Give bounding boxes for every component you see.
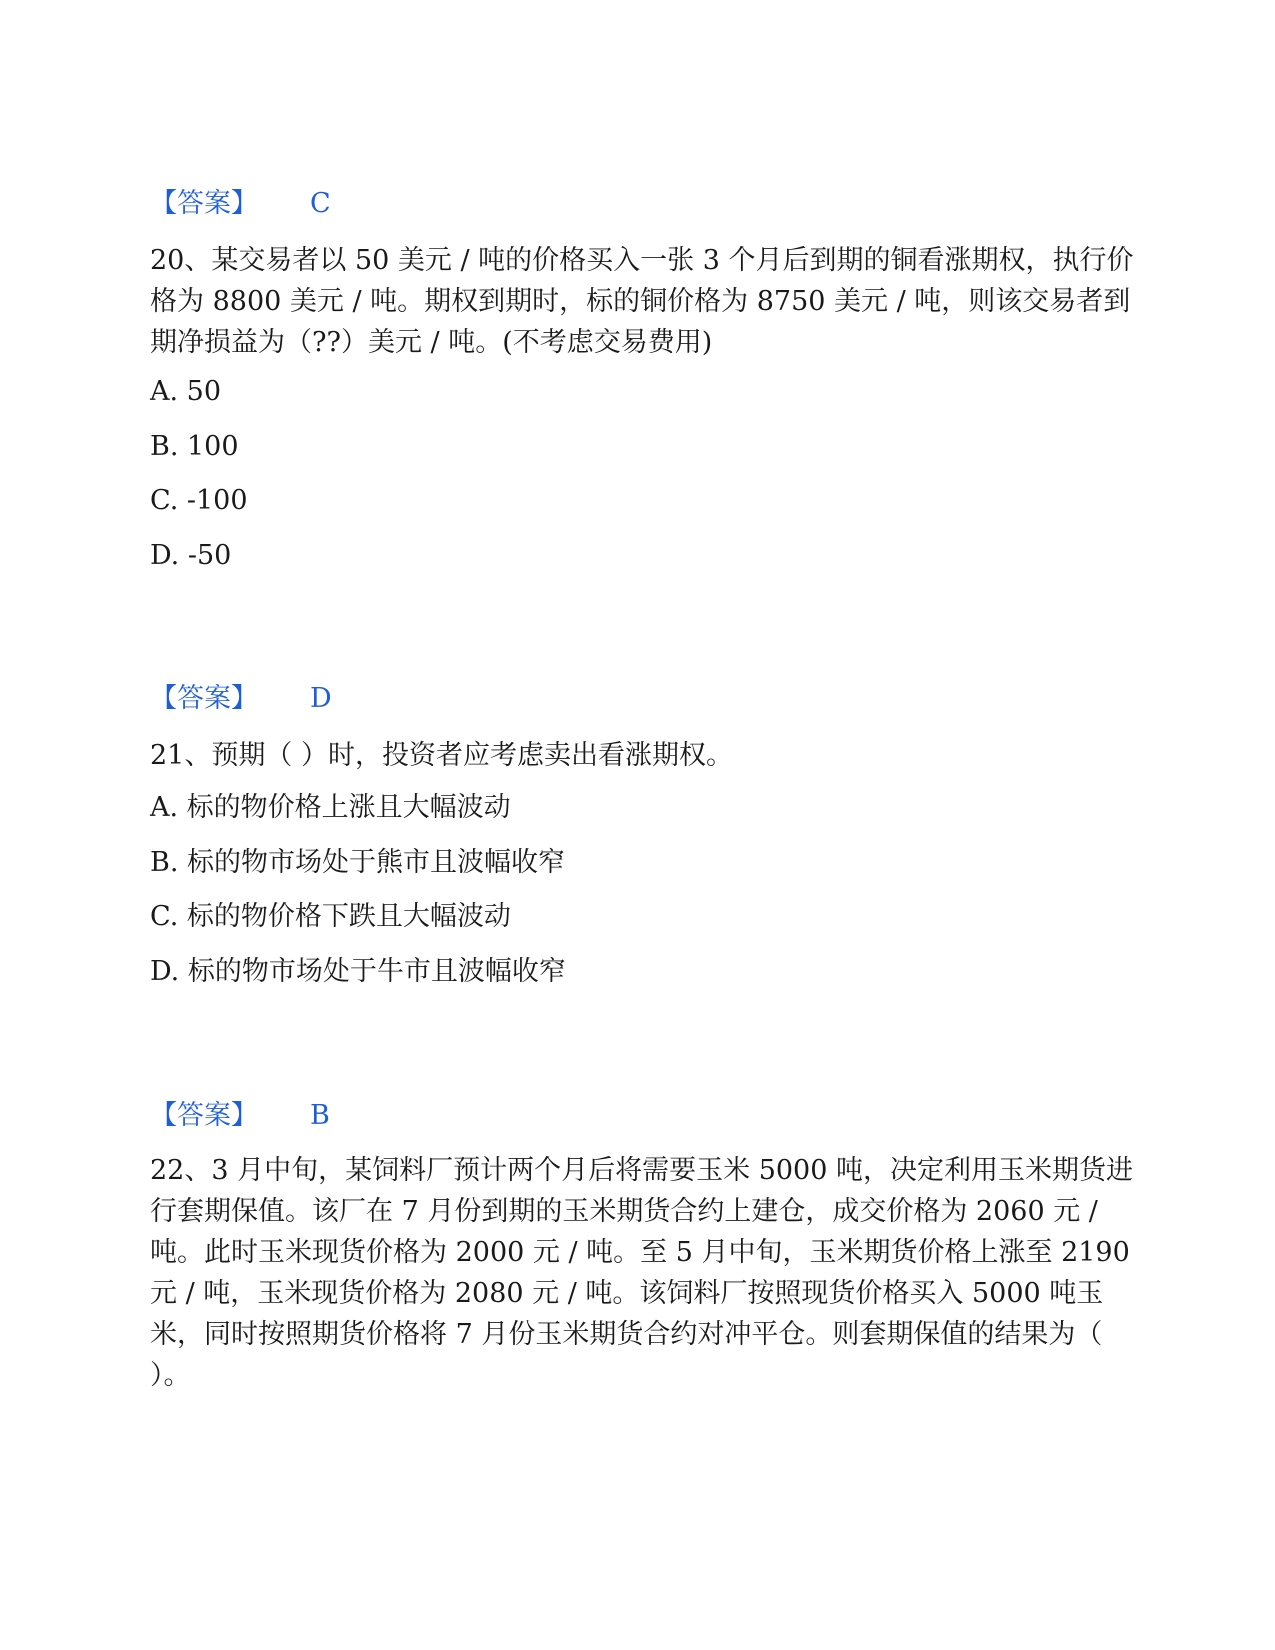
option-d: D. -50 — [150, 540, 232, 571]
option-c: C. 标的物价格下跌且大幅波动 — [150, 901, 511, 932]
answer-line — [150, 186, 331, 222]
option-c: C. -100 — [150, 485, 248, 516]
question-20-text: 20、某交易者以 50 美元 / 吨的价格买入一张 3 个月后到期的铜看涨期权，执行价格为 8800 美元 / 吨。期权到期时，标的铜价格为 8750 美元 / 吨，则该交易者到期净损益为（??）美元 / 吨。(不考虑交易费用) — [150, 245, 1134, 358]
option-a: A. 标的物价格上涨且大幅波动 — [150, 792, 511, 823]
option-a: A. 50 — [150, 376, 222, 407]
answer-line — [150, 1098, 330, 1134]
option-d: D. 标的物市场处于牛市且波幅收窄 — [150, 956, 566, 987]
answer-line — [150, 681, 332, 717]
answer-label: 【答案】 — [150, 188, 258, 219]
answer-value: D — [310, 683, 332, 714]
option-b: B. 100 — [150, 431, 239, 462]
answer-label: 【答案】 — [150, 683, 258, 714]
answer-value: B — [310, 1100, 330, 1131]
answer-label: 【答案】 — [150, 1100, 258, 1131]
answer-value: C — [310, 188, 331, 219]
question-22-text: 22、3 月中旬，某饲料厂预计两个月后将需要玉米 5000 吨，决定利用玉米期货进行套期保值。该厂在 7 月份到期的玉米期货合约上建仓，成交价格为 2060 元 / 吨。此时玉米现货价格为 2000 元 / 吨。至 5 月中旬，玉米期货价格上涨至 2190 元 / 吨，玉米现货价格为 2080 元 / 吨。该饲料厂按照现货价格买入 5000 吨玉米，同时按照期货价格将 7 月份玉米期货合约对冲平仓。则套期保值的结果为（ ）。 — [150, 1155, 1133, 1391]
option-b: B. 标的物市场处于熊市且波幅收窄 — [150, 847, 566, 878]
question-21-text: 21、预期（ ）时，投资者应考虑卖出看涨期权。 — [150, 740, 733, 771]
